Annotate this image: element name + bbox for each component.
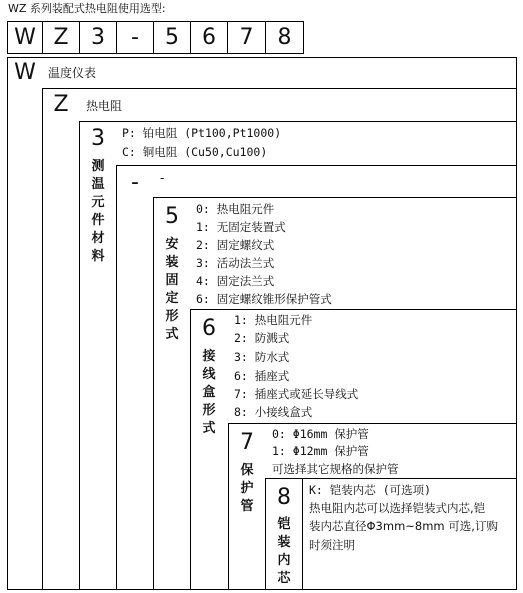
section-5-code: 5 <box>165 204 179 229</box>
page-title: WZ 系列装配式热电阻使用选型: <box>8 2 166 15</box>
section-3-code: 3 <box>91 126 105 151</box>
section-dash-code: - <box>131 170 139 195</box>
header-cell-5: 5 <box>153 21 191 54</box>
section-dash-desc: - <box>160 171 165 185</box>
section-6-option-6: 6: 插座式 <box>234 369 290 383</box>
section-6-option-8: 8: 小接线盒式 <box>234 405 313 419</box>
section-5-option-0: 0: 热电阻元件 <box>196 202 275 216</box>
header-cell-4: - <box>116 21 154 54</box>
section-5-option-4: 4: 固定法兰式 <box>196 274 275 288</box>
section-3-option-p: P: 铂电阻 (Pt100,Pt1000) <box>122 126 282 140</box>
section-5-option-2: 2: 固定螺纹式 <box>196 238 275 252</box>
section-5-option-6: 6: 固定螺纹锥形保护管式 <box>196 292 332 306</box>
section-3-option-c: C: 铜电阻 (Cu50,Cu100) <box>122 145 268 159</box>
section-z-code: Z <box>53 92 69 117</box>
section-8-note-line-3: 时须注明 <box>309 538 355 552</box>
section-5-option-3: 3: 活动法兰式 <box>196 256 275 270</box>
section-8-option-k: K: 铠装内芯 (可选项) <box>309 483 432 497</box>
section-6-option-3: 3: 防水式 <box>234 350 290 364</box>
section-w-code: W <box>14 60 36 85</box>
section-7-label: 保 护 管 <box>240 463 254 514</box>
header-cell-3: 3 <box>79 21 117 54</box>
section-8-note-line-2: 装内芯直径Φ3mm~8mm 可选,订购 <box>309 519 498 533</box>
header-cell-1: W <box>7 21 43 54</box>
section-7-code: 7 <box>240 430 254 455</box>
section-8-label: 铠 装 内 芯 <box>277 517 291 586</box>
section-5-option-1: 1: 无固定装置式 <box>196 220 286 234</box>
section-7-option-1: 1: Φ12mm 保护管 <box>272 444 369 458</box>
section-6-option-1: 1: 热电阻元件 <box>234 313 313 327</box>
section-8-note-line-1: 热电阻内芯可以选择铠装式内芯,铠 <box>309 501 486 515</box>
header-cell-8: 8 <box>265 21 304 54</box>
section-8-code: 8 <box>277 485 291 510</box>
header-cell-6: 6 <box>190 21 228 54</box>
section-7-option-0: 0: Φ16mm 保护管 <box>272 427 369 441</box>
section-6-option-7: 7: 插座式或延长导线式 <box>234 387 359 401</box>
section-6-option-2: 2: 防溅式 <box>234 331 290 345</box>
section-6-label: 接 线 盒 形 式 <box>202 349 216 436</box>
section-7-note: 可选择其它规格的保护管 <box>272 462 399 476</box>
section-w-desc: 温度仪表 <box>48 66 97 80</box>
section-z-desc: 热电阻 <box>86 99 123 113</box>
section-3-label: 测 温 元 件 材 料 <box>91 159 105 264</box>
section-6-code: 6 <box>202 316 216 341</box>
header-cell-7: 7 <box>227 21 266 54</box>
section-5-label: 安 装 固 定 形 式 <box>165 237 179 342</box>
header-cell-2: Z <box>42 21 80 54</box>
